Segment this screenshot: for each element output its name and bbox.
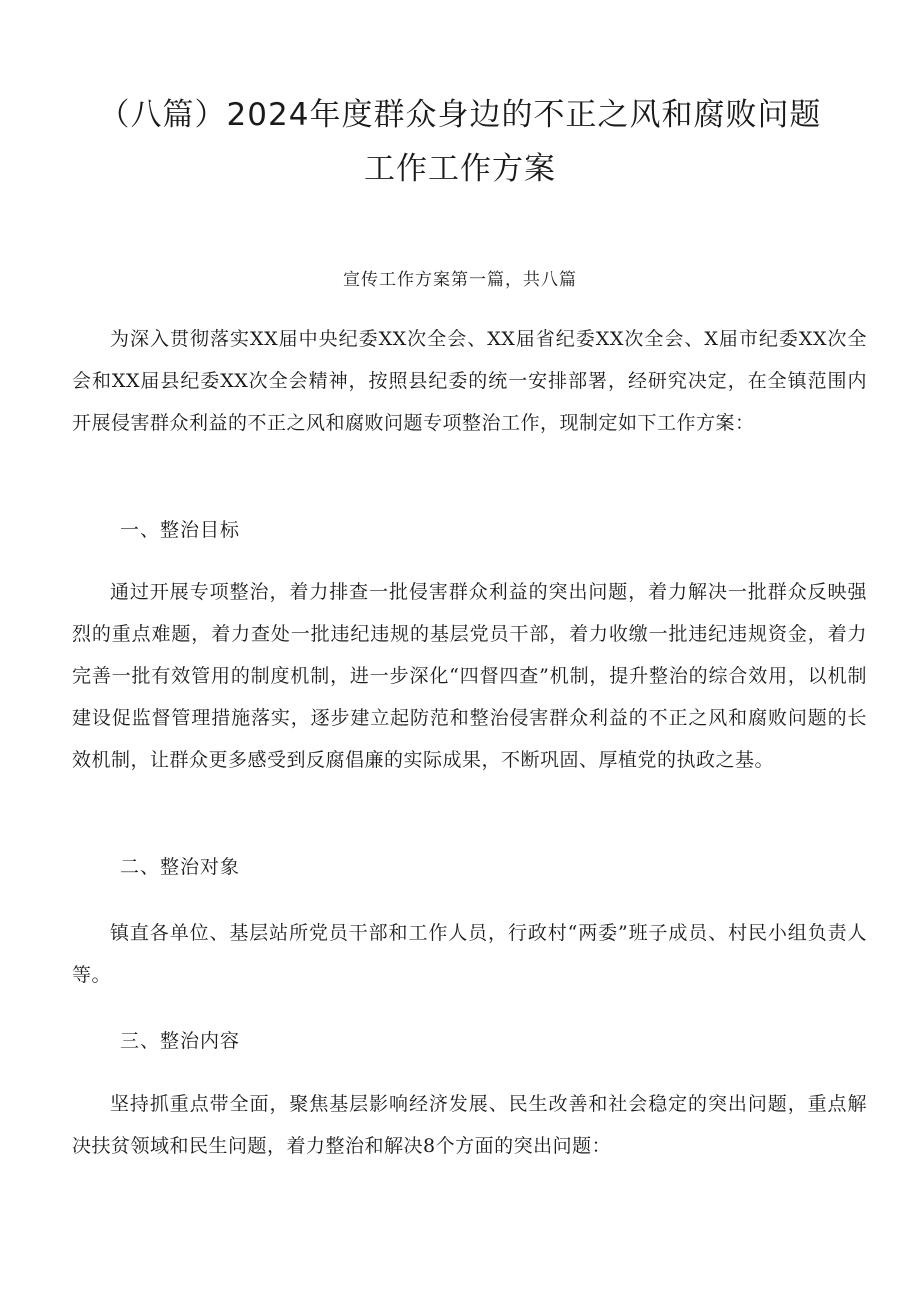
section-heading-goals: 一、整治目标 [120,519,241,541]
title-line-2: 工作工作方案 [364,151,556,187]
document-subtitle: 宣传工作方案第一篇，共八篇 [343,270,577,290]
document-title [60,88,860,196]
section-text-targets: 镇直各单位、基层站所党员干部和工作人员，行政村“两委”班子成员、村民小组负责人等。 [72,922,867,986]
section-heading-content: 三、整治内容 [120,1030,241,1052]
section-text-goals: 通过开展专项整治，着力排查一批侵害群众利益的突出问题，着力解决一批群众反映强烈的重点难题，着力查处一批违纪违规的基层党员干部，着力收缴一批违纪违规资金，着力完善一批有效管用的制度机制，进一步深化“四督四查”机制，提升整治的综合效用，以机制建设促监督管理措施落实，逐步建立起防范和整治侵害群众利益的不正之风和腐败问题的长效机制，让群众更多感受到反腐倡廉的实际成果，不断巩固、厚植党的执政之基。 [72,581,867,771]
section-heading-targets: 二、整治对象 [120,856,241,878]
title-line-1: （八篇）2024年度群众身边的不正之风和腐败问题 [98,97,822,133]
intro-paragraph: 为深入贯彻落实XX届中央纪委XX次全会、XX届省纪委XX次全会、X届市纪委XX次全会和XX届县纪委XX次全会精神，按照县纪委的统一安排部署，经研究决定，在全镇范围内开展侵害群众利益的不正之风和腐败问题专项整治工作，现制定如下工作方案： [72,328,867,434]
section-text-content: 坚持抓重点带全面，聚焦基层影响经济发展、民生改善和社会稳定的突出问题，重点解决扶贫领域和民生问题，着力整治和解决8个方面的突出问题： [72,1093,867,1157]
